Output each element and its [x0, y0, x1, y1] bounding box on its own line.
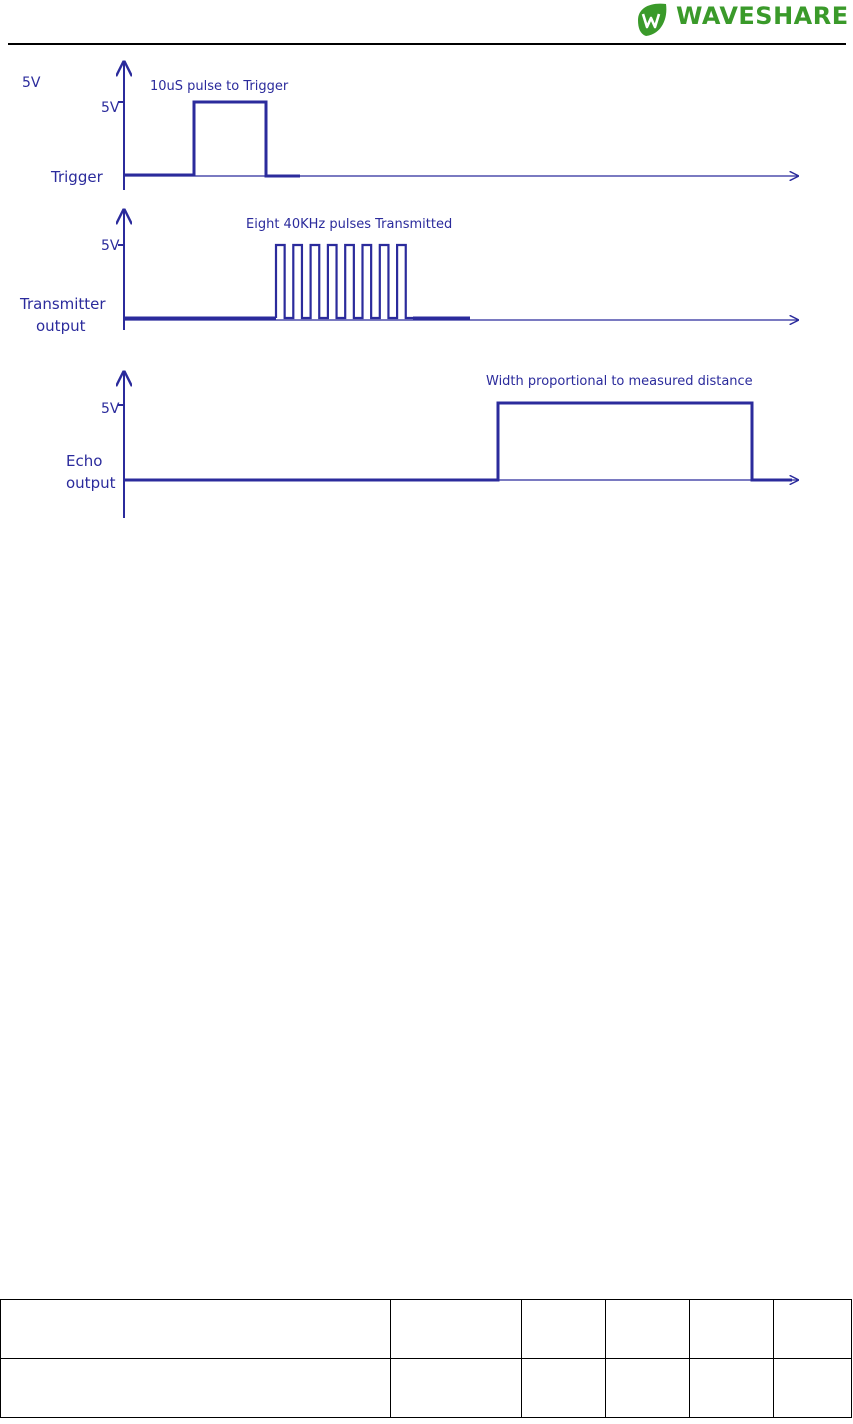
table-cell: [522, 1359, 606, 1418]
trigger-5v-label: 5V: [101, 100, 120, 116]
table-cell: [774, 1300, 852, 1359]
transmitter-pulse-train: [276, 245, 414, 318]
header-divider: [8, 43, 846, 45]
transmitter-row: [19, 210, 798, 335]
table-cell: [1, 1359, 391, 1418]
table-cell: [390, 1359, 522, 1418]
echo-annotation: Width proportional to measured distance: [486, 374, 753, 389]
echo-row: [66, 372, 798, 518]
trigger-waveform: [124, 102, 300, 176]
echo-5v-label: 5V: [101, 401, 120, 417]
echo-waveform: [124, 403, 792, 480]
timing-diagram: [0, 50, 853, 530]
echo-signal-label-line1: Echo: [66, 452, 103, 470]
top-left-5v-label: 5V: [22, 75, 41, 91]
trigger-row: [50, 62, 798, 190]
table-cell: [606, 1359, 690, 1418]
echo-signal-label-line2: output: [66, 474, 116, 492]
table-cell: [774, 1359, 852, 1418]
transmitter-annotation: Eight 40KHz pulses Transmitted: [246, 217, 453, 232]
spec-table: [0, 1299, 852, 1418]
table-cell: [690, 1300, 774, 1359]
transmitter-signal-label-line2: output: [36, 317, 86, 335]
transmitter-5v-label: 5V: [101, 238, 120, 254]
trigger-signal-label: Trigger: [51, 168, 103, 186]
table-cell: [1, 1300, 391, 1359]
table-cell: [522, 1300, 606, 1359]
table-row: [1, 1300, 852, 1359]
transmitter-signal-label-line1: Transmitter: [20, 295, 106, 313]
table-cell: [690, 1359, 774, 1418]
table-cell: [390, 1300, 522, 1359]
trigger-annotation: 10uS pulse to Trigger: [150, 79, 289, 94]
table-row: [1, 1359, 852, 1418]
waveshare-logo: [632, 0, 849, 40]
waveshare-leaf-icon: [632, 0, 672, 40]
table-cell: [606, 1300, 690, 1359]
logo-wordmark: WAVESHARE: [676, 2, 849, 30]
